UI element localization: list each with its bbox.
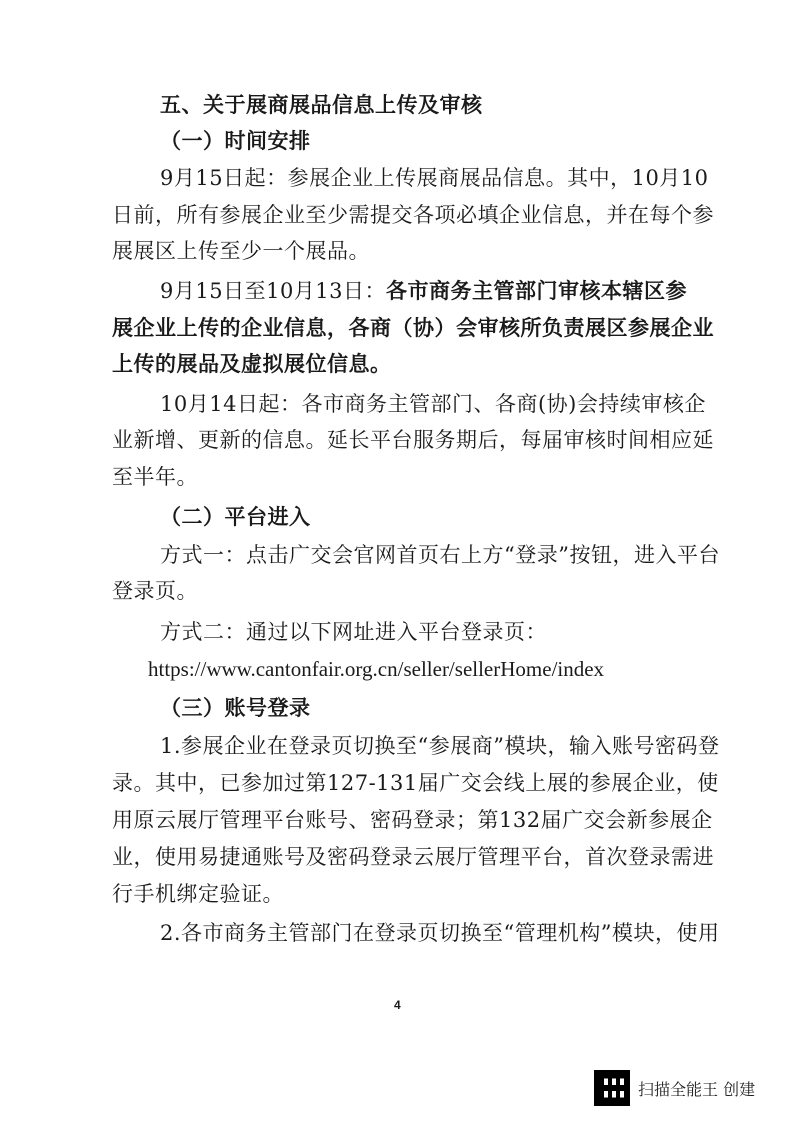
paragraph-line: 9月15日起：参展企业上传展商展品信息。其中，10月10 <box>160 166 709 190</box>
subsection-heading-time: （一）时间安排 <box>160 128 311 153</box>
paragraph-line: 10月14日起：各市商务主管部门、各商(协)会持续审核企 <box>160 392 706 416</box>
paragraph-line: 日前，所有参展企业至少需提交各项必填企业信息，并在每个参 <box>112 203 714 227</box>
section-heading: 五、关于展商展品信息上传及审核 <box>160 92 483 117</box>
paragraph-text: 9月15日至10月13日： <box>160 279 387 303</box>
paragraph-line: 录。其中，已参加过第127-131届广交会线上展的参展企业，使 <box>112 771 719 795</box>
scanner-watermark <box>594 1068 774 1108</box>
platform-url: https://www.cantonfair.org.cn/seller/sellerHome/index <box>148 657 605 681</box>
subsection-heading-platform: （二）平台进入 <box>160 504 311 529</box>
paragraph-line <box>160 276 687 306</box>
paragraph-line: 2.各市商务主管部门在登录页切换至“管理机构”模块，使用 <box>160 921 720 945</box>
paragraph-line: 业新增、更新的信息。延长平台服务期后，每届审核时间相应延 <box>112 428 714 452</box>
paragraph-line: 业，使用易捷通账号及密码登录云展厅管理平台，首次登录需进 <box>112 845 714 869</box>
paragraph-line: 方式一：点击广交会官网首页右上方“登录”按钮，进入平台 <box>160 543 720 567</box>
subsection-heading-login: （三）账号登录 <box>160 695 311 720</box>
paragraph-line: 至半年。 <box>112 465 198 489</box>
qr-code-icon <box>594 1070 630 1106</box>
paragraph-line: 展展区上传至少一个展品。 <box>112 239 370 263</box>
paragraph-line: 方式二：通过以下网址进入平台登录页： <box>160 620 547 644</box>
paragraph-line-bold: 展企业上传的企业信息，各商（协）会审核所负责展区参展企业 <box>112 315 714 340</box>
page-number: 4 <box>394 998 401 1012</box>
paragraph-line-bold: 上传的展品及虚拟展位信息。 <box>112 351 392 376</box>
paragraph-bold-text: 各市商务主管部门审核本辖区参 <box>386 278 688 303</box>
paragraph-line: 用原云展厅管理平台账号、密码登录；第132届广交会新参展企 <box>112 808 713 832</box>
paragraph-line: 1.参展企业在登录页切换至“参展商”模块，输入账号密码登 <box>160 734 720 758</box>
watermark-text: 扫描全能王 创建 <box>638 1079 756 1099</box>
paragraph-line: 行手机绑定验证。 <box>112 882 284 906</box>
paragraph-line: 登录页。 <box>112 579 198 603</box>
